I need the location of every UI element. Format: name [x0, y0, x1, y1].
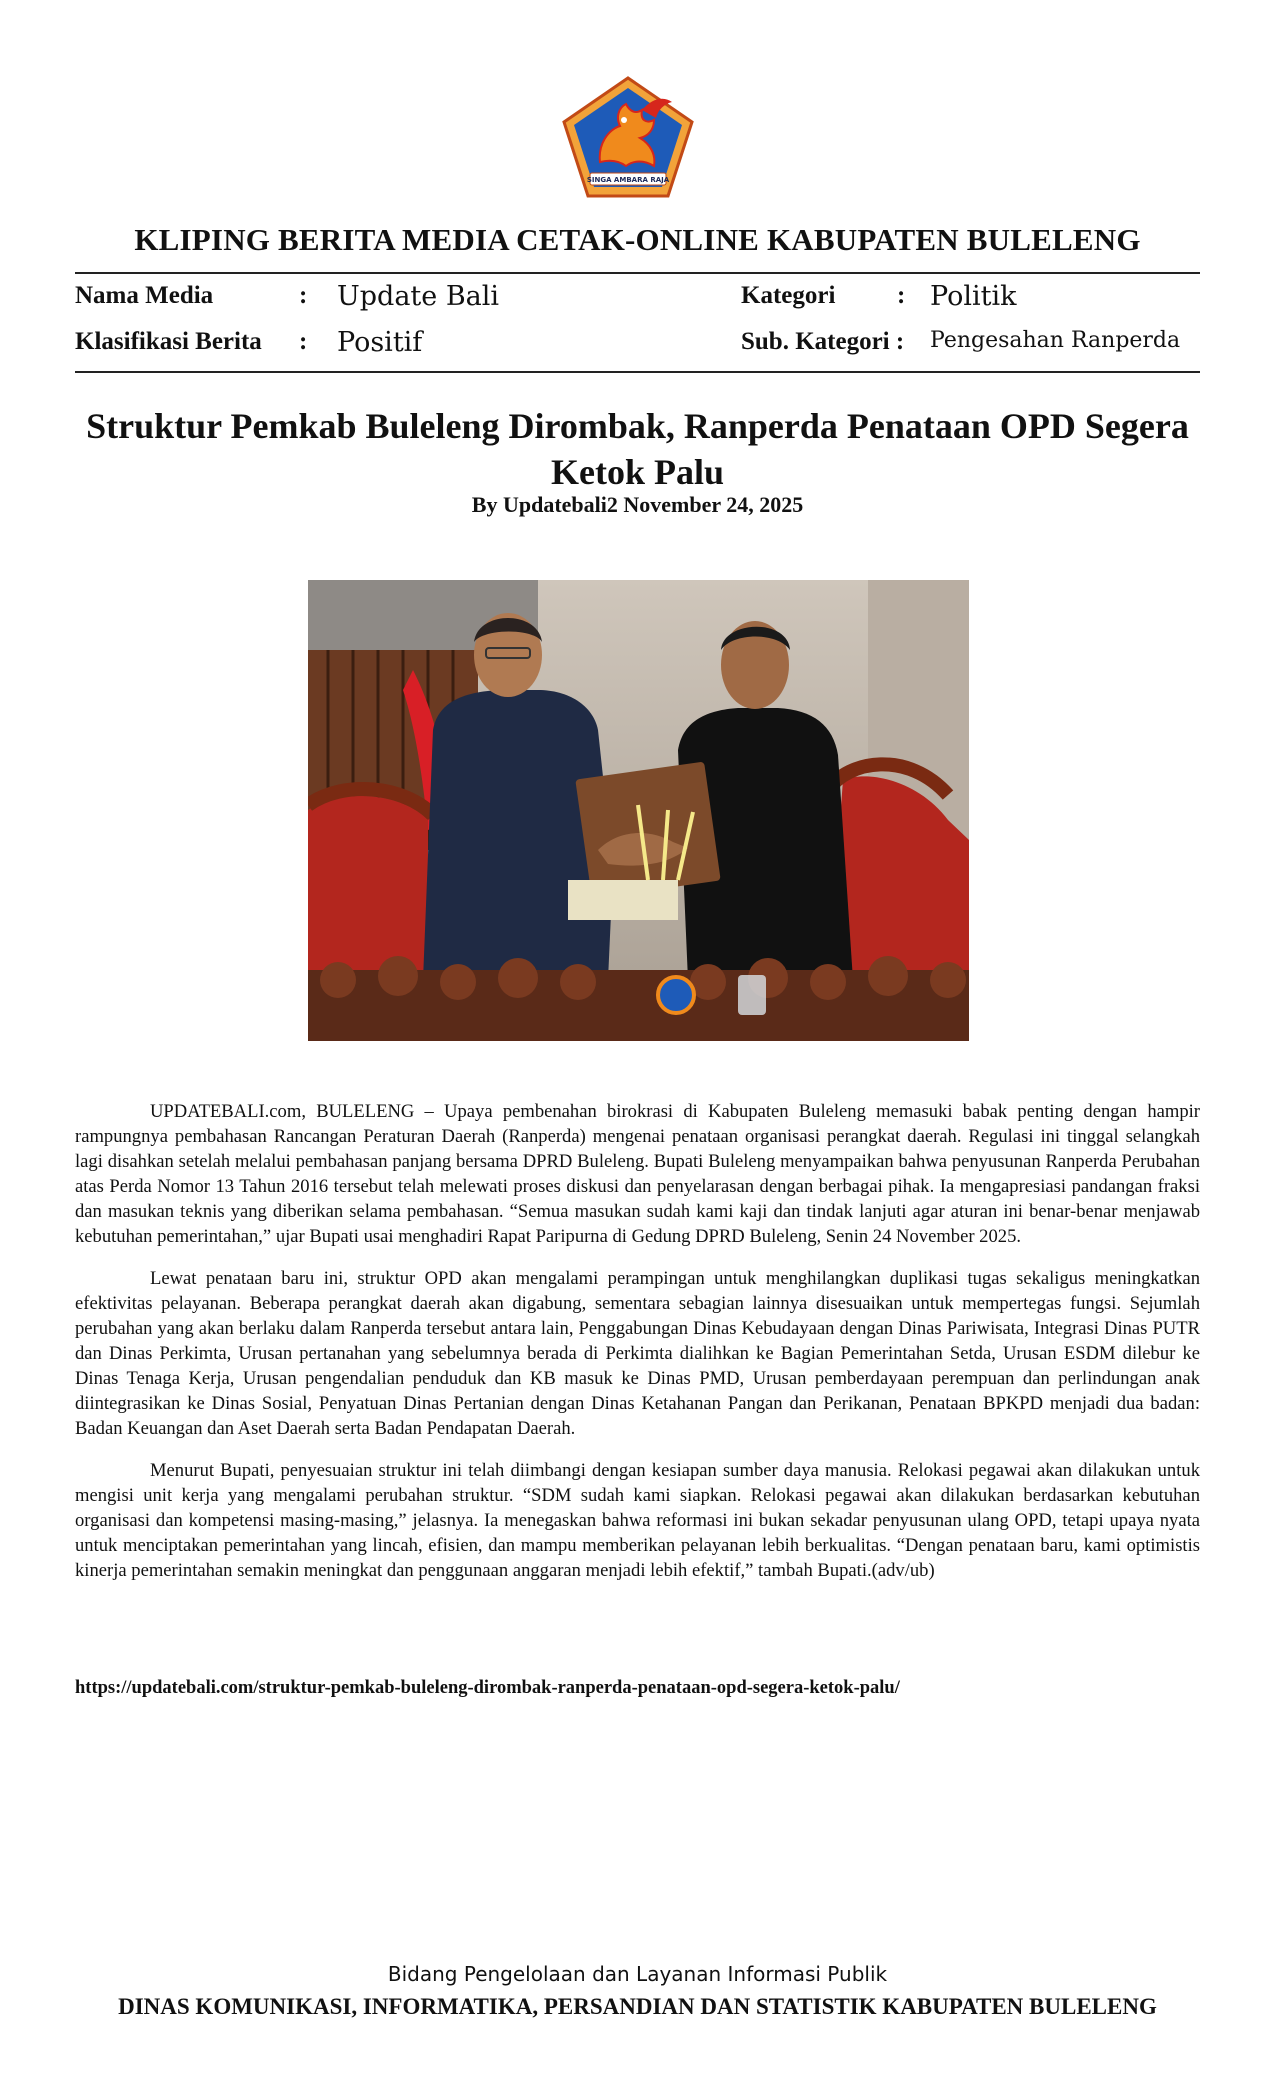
header-divider-top: [75, 272, 1200, 274]
article-paragraph-2: Lewat penataan baru ini, struktur OPD akan mengalami perampingan untuk menghilangkan duplikasi tugas sekaligus meningkatkan efektivitas pelayanan. Beberapa perangkat daerah akan digabung, sementara sebagian lainnya disesuaikan untuk mempertegas fungsi. Sejumlah perubahan yang akan berlaku dalam Ranperda tersebut antara lain, Penggabungan Dinas Kebudayaan dengan Dinas Pariwisata, Integrasi Dinas PUTR dan Dinas Perkimta, Urusan pertanahan yang sebelumnya berada di Perkimta dialihkan ke Bagian Pemerintahan Setda, Urusan ESDM dilebur ke Dinas Tenaga Kerja, Urusan pengendalian penduduk dan KB masuk ke Dinas PMD, Urusan pemberdayaan perempuan dan perlindungan anak diintegrasikan ke Dinas Sosial, Penyatuan Dinas Pertanian dengan Dinas Ketahanan Pangan dan Perikanan, Penataan BPKPD menjadi dua badan: Badan Keuangan dan Aset Daerah serta Badan Pendapatan Daerah.: [75, 1268, 1200, 1439]
footer-division: Bidang Pengelolaan dan Layanan Informasi Publik: [387, 1962, 888, 1986]
article-source-url[interactable]: https://updatebali.com/struktur-pemkab-buleleng-dirombak-ranperda-penataan-opd-segera-ketok-palu/: [75, 1678, 900, 1698]
subkategori-value: Pengesahan Ranperda: [930, 328, 1181, 353]
article-title: Struktur Pemkab Buleleng Dirombak, Ranperda Penataan OPD Segera Ketok Palu: [86, 406, 1189, 492]
kategori-value: Politik: [930, 281, 1017, 312]
klasifikasi-label: Klasifikasi Berita: [75, 328, 262, 355]
footer-agency: DINAS KOMUNIKASI, INFORMATIKA, PERSANDIAN DAN STATISTIK KABUPATEN BULELENG: [118, 1994, 1157, 2019]
kategori-label: Kategori: [741, 282, 836, 309]
media-colon: :: [299, 282, 308, 309]
klasifikasi-colon: :: [299, 328, 308, 355]
article-paragraph-3: Menurut Bupati, penyesuaian struktur ini telah diimbangi dengan kesiapan sumber daya manusia. Relokasi pegawai akan dilakukan untuk mengisi unit kerja yang mengalami perubahan struktur. “SDM sudah kami siapkan. Relokasi pegawai akan dilakukan berdasarkan kebutuhan organisasi dan kompetensi masing-masing,” jelasnya. Ia menegaskan bahwa reformasi ini bukan sekadar penyusunan ulang OPD, tetapi upaya nyata untuk menciptakan pemerintahan yang lincah, efisien, dan mampu memberikan pelayanan lebih berkualitas. “Dengan penataan baru, kami optimistis kinerja pemerintahan semakin meningkat dan penggunaan anggaran menjadi lebih efektif,” tambah Bupati.(adv/ub): [75, 1460, 1200, 1581]
svg-text:SINGA AMBARA RAJA: SINGA AMBARA RAJA: [586, 176, 670, 184]
article-photo: [308, 580, 969, 1041]
klasifikasi-value: Positif: [337, 327, 423, 358]
article-paragraph-1: UPDATEBALI.com, BULELENG – Upaya pembenahan birokrasi di Kabupaten Buleleng memasuki babak penting dengan hampir rampungnya pembahasan Rancangan Peraturan Daerah (Ranperda) mengenai penataan organisasi perangkat daerah. Regulasi ini tinggal selangkah lagi disahkan setelah melalui pembahasan panjang bersama DPRD Buleleng. Bupati Buleleng menyampaikan bahwa penyusunan Ranperda Perubahan atas Perda Nomor 13 Tahun 2016 tersebut telah melewati proses diskusi dan penyelarasan dengan berbagai pihak. Ia mengapresiasi pandangan fraksi dan masukan teknis yang diberikan selama pembahasan. “Semua masukan sudah kami kaji dan tindak lanjuti agar aturan ini benar-benar menjawab kebutuhan pemerintahan,” ujar Bupati usai menghadiri Rapat Paripurna di Gedung DPRD Buleleng, Senin 24 November 2025.: [75, 1101, 1200, 1247]
subkategori-label: Sub. Kategori :: [741, 328, 905, 355]
kategori-colon: :: [897, 282, 906, 309]
article-body: [75, 1099, 1200, 1600]
header-divider-bottom: [75, 371, 1200, 373]
media-value: Update Bali: [337, 281, 500, 312]
clipping-header-title: KLIPING BERITA MEDIA CETAK-ONLINE KABUPATEN BULELENG: [134, 222, 1141, 257]
buleleng-regency-logo: [560, 74, 696, 200]
media-label: Nama Media: [75, 282, 214, 309]
article-byline: By Updatebali2 November 24, 2025: [471, 492, 804, 517]
